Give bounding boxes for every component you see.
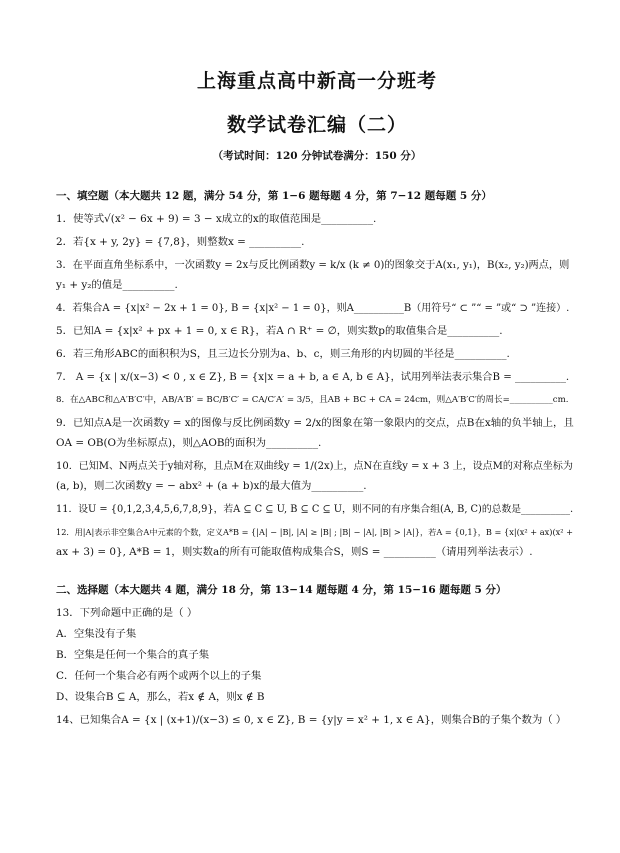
question-1: 1．使等式√(x² − 6x + 9) = 3 − x成立的x的取值范围是__________. bbox=[56, 213, 377, 225]
question-6: 6．若三角形ABC的面积积为S，且三边长分别为a、b、c，则三角形的内切圆的半径是__________. bbox=[56, 348, 510, 360]
option-b: B．空集是任何一个集合的真子集 bbox=[56, 649, 210, 661]
question-5: 5．已知A = {x|x² + px + 1 = 0, x ∈ R}，若A ∩ R⁺ = ∅，则实数p的取值集合是__________. bbox=[56, 325, 503, 337]
exam-info: （考试时间：120 分钟试卷满分：150 分） bbox=[212, 150, 422, 162]
section-choice-heading: 二、选择题（本大题共 4 题，满分 18 分，第 13−14 题每题 4 分，第 15−16 题每题 5 分） bbox=[56, 584, 507, 596]
question-12-cont: ax + 3) = 0}, A*B = 1，则实数a的所有可能取值构成集合S，则S = __________（请用列举法表示）. bbox=[56, 546, 533, 558]
question-10: 10．已知M、N两点关于y轴对称，且点M在双曲线y = 1/(2x)上，点N在直线y = x + 3 上，设点M的对称点坐标为 bbox=[56, 461, 573, 472]
question-11: 11．设U = {0,1,2,3,4,5,6,7,8,9}，若A ⊆ C ⊆ U, B ⊆ C ⊆ U，则不同的有序集合组(A, B, C)的总数是__________. bbox=[56, 504, 574, 515]
question-8: 8．在△ABC和△A′B′C′中，AB/A′B′ = BC/B′C′ = CA/C′A′ = 3/5，且AB + BC + CA = 24cm，则△A′B′C′的周长=__________cm. bbox=[56, 395, 569, 405]
page-subtitle-main: 数学试卷汇编（二） bbox=[226, 114, 407, 136]
option-c: C．任何一个集合必有两个或两个以上的子集 bbox=[56, 670, 262, 682]
question-4: 4．若集合A = {x|x² − 2x + 1 = 0}, B = {x|x² − 1 = 0}，则A__________B（用符号“ ⊂ ”“ = ”或“ ⊃ ”连接）. bbox=[56, 303, 570, 314]
question-14: 14、已知集合A = {x | (x+1)/(x−3) ≤ 0, x ∈ Z}, B = {y|y = x² + 1, x ∈ A}，则集合B的子集个数为（ ） bbox=[56, 714, 567, 726]
question-3-cont: y₁ + y₂的值是__________. bbox=[56, 279, 178, 291]
option-d: D、设集合B ⊆ A，那么，若x ∉ A，则x ∉ B bbox=[56, 691, 265, 703]
section-fill-blank-heading: 一、填空题（本大题共 12 题，满分 54 分，第 1−6 题每题 4 分，第 7−12 题每题 5 分） bbox=[56, 190, 492, 202]
question-13: 13．下列命题中正确的是（ ） bbox=[56, 607, 198, 619]
question-9: 9．已知点A是一次函数y = x的图像与反比例函数y = 2/x的图象在第一象限内的交点，点B在x轴的负半轴上，且 bbox=[56, 417, 574, 429]
question-10-cont: (a, b)，则二次函数y = − abx² + (a + b)x的最大值为__________. bbox=[56, 480, 367, 492]
question-7: 7． A = {x | x/(x−3) < 0 , x ∈ Z}, B = {x|x = a + b, a ∈ A, b ∈ A}，试用列举法表示集合B = __________. bbox=[56, 372, 570, 383]
question-2: 2．若{x + y, 2y} = {7,8}，则整数x = __________. bbox=[56, 236, 305, 248]
question-9-cont: OA = OB(O为坐标原点)，则△AOB的面积为__________. bbox=[56, 437, 322, 449]
option-a: A．空集没有子集 bbox=[56, 628, 137, 640]
page-title: 上海重点高中新高一分班考 bbox=[196, 70, 437, 92]
question-3: 3．在平面直角坐标系中，一次函数y = 2x与反比例函数y = k/x (k ≠ 0)的图象交于A(x₁, y₁)，B(x₂, y₂)两点，则 bbox=[56, 260, 570, 271]
question-12: 12．用|A|表示非空集合A中元素的个数，定义A*B = {|A| − |B|, |A| ≥ |B| ; |B| − |A|, |B| > |A|}，若A = {0,1}，B = {x|(x² + ax)(x² + bbox=[56, 527, 574, 537]
